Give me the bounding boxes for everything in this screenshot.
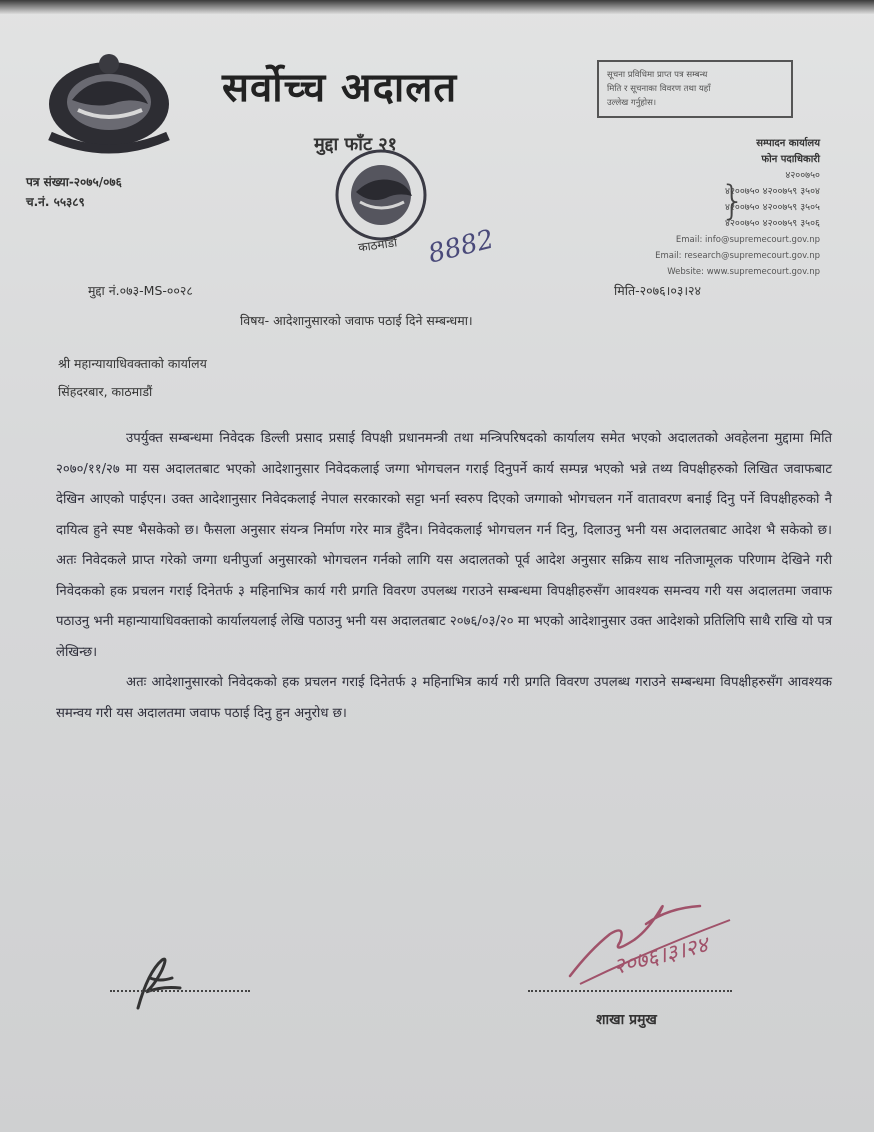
website-text: Website: www.supremecourt.gov.np <box>667 267 820 277</box>
addressee-office: श्री महान्यायाधिवक्ताको कार्यालय <box>58 356 207 371</box>
nepal-emblem-logo <box>38 44 180 154</box>
phone-line: ४२००७५० ४२००७५९ ३५०४ <box>725 186 820 197</box>
email-text: Email: info@supremecourt.gov.np <box>675 235 820 245</box>
notice-box <box>597 60 793 118</box>
phone-line: ४२००७५० ४२००७५९ ३५०५ <box>725 202 820 213</box>
letter-date: मिति-२०७६।०३।२४ <box>614 283 702 298</box>
notice-line: सूचना प्रविधिमा प्राप्त पत्र सम्बन्ध <box>607 70 708 80</box>
left-signature-mark <box>118 952 190 1016</box>
letter-number: पत्र संख्या-२०७५/०७६ <box>26 175 122 189</box>
office-label: सम्पादन कार्यालय <box>756 138 820 149</box>
letter-body <box>56 424 832 729</box>
dispatch-number: च.नं. ५५३८९ <box>26 195 85 209</box>
case-number: मुद्दा नं.०७३-MS-००२८ <box>88 283 193 298</box>
seal-city-text: काठमाडौं <box>357 235 398 255</box>
body-paragraph: उपर्युक्त सम्बन्धमा निवेदक डिल्ली प्रसाद प्रसाई विपक्षी प्रधानमन्त्री तथा मन्त्रिपरिषदको कार्यालय समेत भएको अदालतको अवहेलना मुद्दामा मिति २०७०/११/२७ मा यस अदालतबाट भएको आदेशानुसार निवेदकलाई जग्गा भोगचलन गराई दिनुपर्ने कार्य सम्पन्न भएको भन्ने तथ्य विपक्षीहरुको लिखित जवाफबाट देखिन आएको पाईएन। उक्त आदेशानुसार निवेदकलाई नेपाल सरकारको सट्टा भर्ना स्वरुप दिएको जग्गाको भोगचलन गर्ने वातावरण बनाई दिनु पर्ने विपक्षीहरुको नै दायित्व हुने स्पष्ट भैसकेको छ। फैसला अनुसार संयन्त्र निर्माण गरेर मात्र हुँदैन। निवेदकलाई भोगचलन गर्न दिनु, दिलाउनु भनी यस अदालतबाट आदेश भै सकेको छ। अतः निवेदकले प्राप्त गरेको जग्गा धनीपुर्जा अनुसारको भोगचलन गर्नको लागि यस अदालतको पूर्व आदेश अनुसार सक्रिय साथ नतिजामूलक परिणाम देखिने गरी निवेदकको हक प्रचलन गराई दिनेतर्फ ३ महिनाभित्र कार्य गरी प्रगति विवरण उपलब्ध गराउने सम्बन्धमा विपक्षीहरुसँग आवश्यक समन्वय गरी यस अदालतमा जवाफ पठाउनु भनी महान्यायाधिवक्ताको कार्यालयलाई लेखि पठाउनु भनी यस अदालतबाट २०७६/०३/२० मा भएको आदेशानुसार उक्त आदेशको प्रतिलिपि साथै राखि यो पत्र लेखिन्छ। <box>56 431 832 660</box>
phone-brace: } <box>720 178 746 224</box>
body-paragraph: अतः आदेशानुसारको निवेदकको हक प्रचलन गराई दिनेतर्फ ३ महिनाभित्र कार्य गरी प्रगति विवरण उपलब्ध गराउने सम्बन्धमा विपक्षीहरुसँग आवश्यक समन्वय गरी यस अदालतमा जवाफ पठाई दिनु हुन अनुरोध छ। <box>56 675 832 721</box>
court-title: सर्वोच्च अदालत <box>222 64 458 111</box>
email-text-2: Email: research@supremecourt.gov.np <box>655 251 820 261</box>
court-seal-stamp <box>326 140 436 250</box>
top-edge-shadow <box>0 0 874 14</box>
contact-block <box>500 136 820 280</box>
addressee-block <box>58 350 207 406</box>
right-signature-line <box>528 990 732 992</box>
phone-line: ४२००७५० <box>785 170 820 181</box>
notice-line: मिति र सूचनाका विवरण तथा यहाँ <box>607 84 711 94</box>
phone-line: ४२००७५० ४२००७५९ ३५०६ <box>725 218 820 229</box>
section-chief-title: शाखा प्रमुख <box>596 1012 657 1028</box>
left-signature-line <box>110 990 250 992</box>
handwritten-number: 8882 <box>425 224 497 270</box>
phone-label: फोन पदाधिकारी <box>761 154 820 165</box>
addressee-location: सिंहदरबार, काठमाडौं <box>58 384 153 399</box>
letter-subject: विषय- आदेशानुसारको जवाफ पठाई दिने सम्बन्धमा। <box>240 313 473 328</box>
reference-block <box>26 172 122 212</box>
handwritten-date: २०७६।३।२४ <box>610 932 711 981</box>
seal-top-text: मुद्दा फाँट २१ <box>314 134 398 155</box>
notice-line: उल्लेख गर्नुहोस। <box>607 98 657 108</box>
right-signature-mark <box>550 880 750 992</box>
